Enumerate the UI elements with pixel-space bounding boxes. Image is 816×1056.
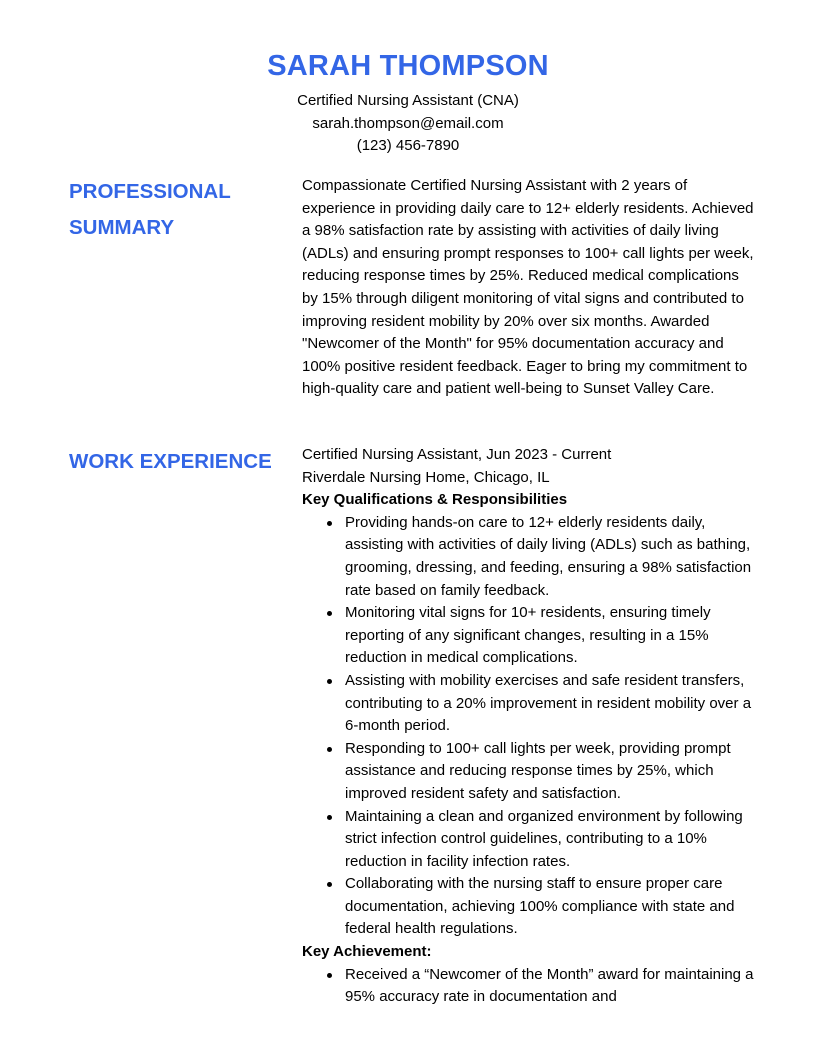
summary-heading: PROFESSIONAL SUMMARY: [69, 180, 231, 239]
responsibility-text: Assisting with mobility exercises and safe resident transfers, contributing to a 20% improvement in resident mobility over a 6-month period.: [345, 671, 752, 735]
responsibility-text: Maintaining a clean and organized environment by following strict infection control guidelines, contributing to a 10% reduction in facility infection rates.: [345, 807, 743, 870]
summary-text: Compassionate Certified Nursing Assistant with 2 years of experience in providing daily care to 12+ elderly residents. Achieved a 98% satisfaction rate by assisting with activities of daily living (ADLs) and ensuring prompt responses to 100+ call lights per week, reducing response times by 25%. Reduced medical complications by 15% through diligent monitoring of vital signs and contributed to improving resident mobility by 20% over six months. Awarded "Newcomer of the Month" for 95% documentation accuracy and 100% positive resident feedback. Eager to bring my commitment to high-quality care and patient well-being to Sunset Valley Care.: [302, 177, 754, 398]
list-item: [345, 602, 754, 670]
achievements-list: [302, 964, 754, 1009]
responsibilities-list: [302, 512, 754, 941]
list-item: [345, 806, 754, 874]
work-experience-body: [302, 444, 754, 1009]
work-experience-heading: WORK EXPERIENCE: [69, 450, 272, 473]
bullet-icon: [327, 815, 332, 820]
bullet-icon: [327, 611, 332, 616]
list-item: [345, 964, 754, 1009]
list-item: [345, 873, 754, 941]
bullet-icon: [327, 521, 332, 526]
responsibility-text: Providing hands-on care to 12+ elderly residents daily, assisting with activities of daily living (ADLs) such as bathing, grooming, dressing, and feeding, ensuring a 98% satisfaction rate based on family feedback.: [345, 513, 752, 599]
list-item: [345, 738, 754, 806]
responsibility-text: Monitoring vital signs for 10+ residents, ensuring timely reporting of any significant changes, resulting in a 15% reduction in medical complications.: [345, 604, 711, 667]
candidate-title: Certified Nursing Assistant (CNA): [297, 92, 519, 109]
responsibility-text: Collaborating with the nursing staff to ensure proper care documentation, achieving 100% compliance with state and federal health regulations.: [345, 875, 735, 938]
bullet-icon: [327, 679, 332, 684]
summary-body: [302, 175, 754, 401]
achievement-heading: Key Achievement:: [302, 943, 432, 961]
candidate-name: SARAH THOMPSON: [267, 50, 549, 82]
bullet-icon: [327, 882, 332, 887]
list-item: [345, 670, 754, 738]
job-title-line: Certified Nursing Assistant, Jun 2023 - Current: [302, 446, 612, 463]
candidate-phone: (123) 456-7890: [356, 137, 460, 154]
resume-header: [0, 46, 816, 158]
achievement-text: Received a “Newcomer of the Month” award for maintaining a 95% accuracy rate in documentation and: [345, 965, 754, 1006]
qualifications-heading: Key Qualifications & Responsibilities: [302, 491, 568, 509]
employer-line: Riverdale Nursing Home, Chicago, IL: [302, 468, 550, 486]
list-item: [345, 512, 754, 602]
bullet-icon: [327, 747, 332, 752]
bullet-icon: [327, 973, 332, 978]
candidate-email: sarah.thompson@email.com: [312, 114, 504, 132]
responsibility-text: Responding to 100+ call lights per week, providing prompt assistance and reducing response times by 25%, which improved resident safety and satisfaction.: [345, 739, 731, 802]
